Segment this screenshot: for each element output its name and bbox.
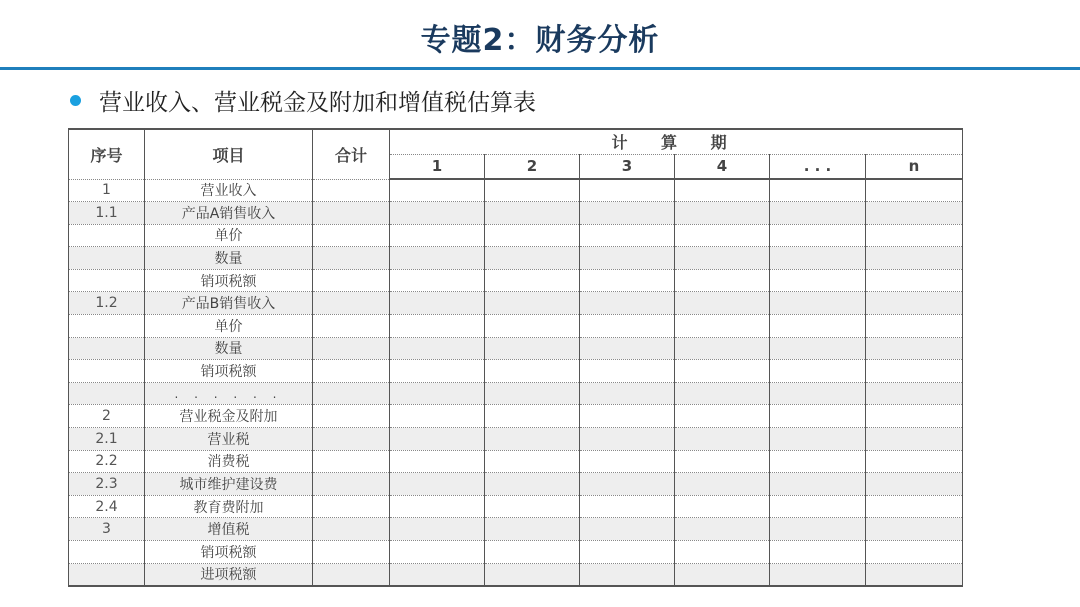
row-seq: 2.3 (69, 473, 145, 496)
row-period-cell (390, 473, 485, 496)
row-period-cell (675, 179, 770, 202)
row-period-cell (580, 450, 675, 473)
row-period-cell (485, 247, 580, 270)
row-period-cell (485, 269, 580, 292)
row-total-cell (313, 337, 390, 360)
row-period-cell (675, 541, 770, 564)
row-period-cell (580, 473, 675, 496)
row-period-cell (390, 179, 485, 202)
header-period-3: 3 (580, 154, 675, 179)
row-period-cell (770, 292, 866, 315)
table-row (69, 541, 963, 564)
row-seq (69, 360, 145, 383)
header-period: 计 算 期 (390, 129, 963, 154)
table-row (69, 382, 963, 405)
row-period-cell (675, 337, 770, 360)
row-period-cell (770, 224, 866, 247)
row-seq: 1.1 (69, 202, 145, 225)
row-item: 数量 (145, 337, 313, 360)
row-period-cell (866, 495, 963, 518)
row-period-cell (675, 473, 770, 496)
row-period-cell (675, 360, 770, 383)
row-period-cell (390, 269, 485, 292)
row-period-cell (485, 450, 580, 473)
row-period-cell (866, 179, 963, 202)
row-period-cell (770, 247, 866, 270)
row-period-cell (485, 563, 580, 586)
header-item: 项目 (145, 129, 313, 179)
row-seq (69, 541, 145, 564)
row-period-cell (866, 473, 963, 496)
row-period-cell (866, 541, 963, 564)
row-period-cell (866, 405, 963, 428)
row-item: 城市维护建设费 (145, 473, 313, 496)
row-period-cell (770, 518, 866, 541)
row-period-cell (866, 518, 963, 541)
row-period-cell (390, 518, 485, 541)
row-period-cell (485, 495, 580, 518)
row-period-cell (580, 224, 675, 247)
row-period-cell (770, 450, 866, 473)
row-period-cell (390, 563, 485, 586)
page-title: 专题2：财务分析 (420, 23, 660, 58)
table-row (69, 563, 963, 586)
row-period-cell (485, 224, 580, 247)
row-period-cell (485, 315, 580, 338)
row-period-cell (770, 360, 866, 383)
row-period-cell (675, 405, 770, 428)
row-item: 销项税额 (145, 269, 313, 292)
row-period-cell (866, 269, 963, 292)
row-total-cell (313, 382, 390, 405)
row-period-cell (580, 315, 675, 338)
row-item: 营业收入 (145, 179, 313, 202)
row-period-cell (390, 541, 485, 564)
section-heading (70, 84, 536, 116)
row-period-cell (866, 428, 963, 451)
row-total-cell (313, 269, 390, 292)
row-total-cell (313, 450, 390, 473)
row-total-cell (313, 247, 390, 270)
row-period-cell (485, 179, 580, 202)
row-item: 产品B销售收入 (145, 292, 313, 315)
row-period-cell (390, 405, 485, 428)
table-row (69, 337, 963, 360)
row-period-cell (675, 428, 770, 451)
table-row (69, 405, 963, 428)
row-period-cell (580, 563, 675, 586)
row-period-cell (866, 247, 963, 270)
row-period-cell (866, 292, 963, 315)
row-period-cell (485, 518, 580, 541)
row-item: 产品A销售收入 (145, 202, 313, 225)
row-period-cell (866, 382, 963, 405)
table-row (69, 224, 963, 247)
header-total: 合计 (313, 129, 390, 179)
row-item: 单价 (145, 224, 313, 247)
row-seq: 2.2 (69, 450, 145, 473)
header-period-2: 2 (485, 154, 580, 179)
bullet-dot-icon (70, 95, 81, 106)
row-seq (69, 382, 145, 405)
row-period-cell (770, 179, 866, 202)
row-period-cell (390, 428, 485, 451)
row-seq: 2 (69, 405, 145, 428)
row-period-cell (580, 495, 675, 518)
row-period-cell (675, 202, 770, 225)
row-seq: 1 (69, 179, 145, 202)
row-period-cell (675, 382, 770, 405)
row-period-cell (770, 428, 866, 451)
row-period-cell (580, 292, 675, 315)
row-period-cell (390, 360, 485, 383)
row-seq: 1.2 (69, 292, 145, 315)
row-period-cell (390, 292, 485, 315)
row-period-cell (390, 450, 485, 473)
row-period-cell (675, 292, 770, 315)
row-total-cell (313, 179, 390, 202)
row-item: 销项税额 (145, 541, 313, 564)
row-period-cell (770, 337, 866, 360)
row-item: 教育费附加 (145, 495, 313, 518)
row-total-cell (313, 405, 390, 428)
row-item: 进项税额 (145, 563, 313, 586)
row-period-cell (580, 518, 675, 541)
header-period-4: 4 (675, 154, 770, 179)
table-row (69, 473, 963, 496)
row-seq (69, 337, 145, 360)
row-period-cell (390, 382, 485, 405)
table-row (69, 450, 963, 473)
table-body (69, 179, 963, 586)
table-row (69, 269, 963, 292)
row-total-cell (313, 495, 390, 518)
header-period-n: n (866, 154, 963, 179)
row-period-cell (390, 224, 485, 247)
row-period-cell (580, 428, 675, 451)
row-period-cell (390, 495, 485, 518)
row-seq (69, 247, 145, 270)
row-item: 数量 (145, 247, 313, 270)
row-item: 营业税金及附加 (145, 405, 313, 428)
row-period-cell (770, 495, 866, 518)
row-seq (69, 269, 145, 292)
row-seq (69, 315, 145, 338)
table-row (69, 495, 963, 518)
row-period-cell (485, 202, 580, 225)
row-period-cell (770, 563, 866, 586)
row-total-cell (313, 224, 390, 247)
estimate-table-container (68, 128, 962, 587)
row-item: 单价 (145, 315, 313, 338)
estimate-table (68, 128, 963, 587)
row-period-cell (866, 315, 963, 338)
row-period-cell (390, 247, 485, 270)
row-period-cell (770, 202, 866, 225)
row-period-cell (485, 292, 580, 315)
row-period-cell (770, 269, 866, 292)
row-period-cell (485, 405, 580, 428)
row-period-cell (770, 541, 866, 564)
row-total-cell (313, 518, 390, 541)
header-seq: 序号 (69, 129, 145, 179)
row-period-cell (675, 269, 770, 292)
row-item: . . . . . . (145, 382, 313, 405)
table-row (69, 360, 963, 383)
row-period-cell (675, 315, 770, 338)
row-item: 增值税 (145, 518, 313, 541)
row-period-cell (866, 224, 963, 247)
section-heading-text: 营业收入、营业税金及附加和增值税估算表 (99, 89, 536, 116)
row-seq: 2.4 (69, 495, 145, 518)
row-total-cell (313, 315, 390, 338)
row-period-cell (675, 495, 770, 518)
row-period-cell (580, 337, 675, 360)
row-period-cell (580, 269, 675, 292)
row-total-cell (313, 360, 390, 383)
row-item: 消费税 (145, 450, 313, 473)
row-seq: 3 (69, 518, 145, 541)
row-period-cell (485, 473, 580, 496)
row-total-cell (313, 428, 390, 451)
row-item: 营业税 (145, 428, 313, 451)
row-total-cell (313, 563, 390, 586)
row-period-cell (485, 337, 580, 360)
row-period-cell (770, 382, 866, 405)
row-period-cell (866, 563, 963, 586)
row-period-cell (675, 563, 770, 586)
table-header (69, 129, 963, 179)
table-row (69, 247, 963, 270)
row-period-cell (675, 224, 770, 247)
row-period-cell (580, 247, 675, 270)
row-period-cell (770, 473, 866, 496)
row-period-cell (580, 360, 675, 383)
table-row (69, 315, 963, 338)
row-period-cell (580, 202, 675, 225)
row-period-cell (770, 405, 866, 428)
row-period-cell (485, 428, 580, 451)
table-row (69, 202, 963, 225)
title-divider (0, 67, 1080, 70)
table-row (69, 179, 963, 202)
row-period-cell (770, 315, 866, 338)
row-period-cell (580, 541, 675, 564)
row-total-cell (313, 292, 390, 315)
row-period-cell (580, 382, 675, 405)
row-total-cell (313, 202, 390, 225)
row-period-cell (675, 247, 770, 270)
header-period-ellipsis: . . . (770, 154, 866, 179)
row-period-cell (485, 541, 580, 564)
row-period-cell (485, 360, 580, 383)
row-seq (69, 224, 145, 247)
row-period-cell (580, 179, 675, 202)
row-item: 销项税额 (145, 360, 313, 383)
row-period-cell (580, 405, 675, 428)
row-period-cell (390, 315, 485, 338)
row-period-cell (675, 450, 770, 473)
row-total-cell (313, 473, 390, 496)
row-seq (69, 563, 145, 586)
row-period-cell (866, 450, 963, 473)
table-row (69, 518, 963, 541)
table-row (69, 428, 963, 451)
row-period-cell (866, 360, 963, 383)
row-period-cell (485, 382, 580, 405)
row-period-cell (866, 202, 963, 225)
row-period-cell (390, 202, 485, 225)
table-row (69, 292, 963, 315)
header-period-1: 1 (390, 154, 485, 179)
row-period-cell (675, 518, 770, 541)
row-period-cell (390, 337, 485, 360)
row-period-cell (866, 337, 963, 360)
row-total-cell (313, 541, 390, 564)
row-seq: 2.1 (69, 428, 145, 451)
